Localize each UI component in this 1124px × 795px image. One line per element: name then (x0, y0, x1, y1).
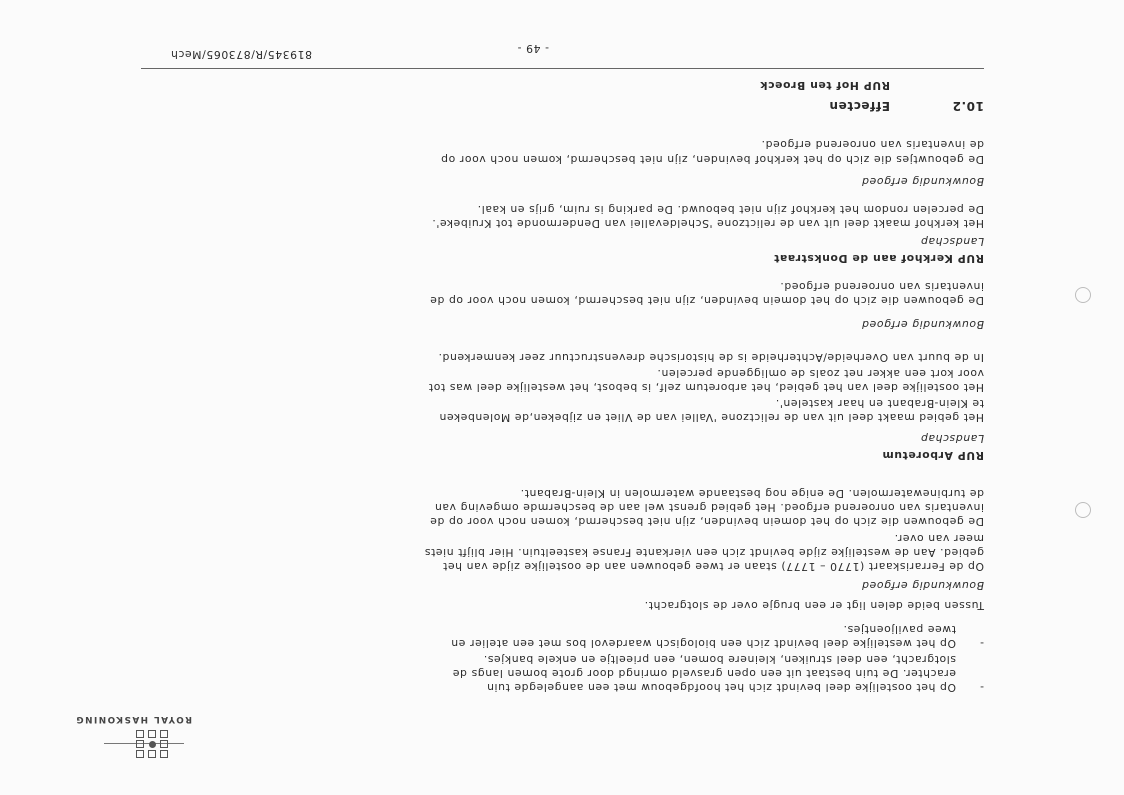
hof-erfgoed-p1-line-3: meer van over. (894, 532, 984, 545)
hof-erfgoed-label: Bouwkundig erfgoed (861, 579, 984, 592)
arboretum-landschap-p1-line-1: Het gebied maakt deel uit van de relictzone 'Vallei van de Vliet en zijbeken,de Molenbeken (438, 411, 984, 424)
hof-bullet1-line-2: erachter. De tuin bestaat uit een open grasveld omringd door grote bomen langs de (452, 667, 956, 680)
hof-bullet2-line-2: twee paviljoentjes. (842, 623, 956, 636)
logo-text: ROYAL HASKONING (74, 714, 192, 724)
royal-haskoning-logo-icon (74, 714, 192, 758)
bullet-dash-1: - (979, 681, 984, 694)
arboretum-heading: RUP Arboretum (881, 449, 984, 462)
hof-erfgoed-p1-line-2: gebied. Aan de westelijke zijde bevindt zich een vierkante Franse kasteeltuin. Hier blijft niets (424, 546, 984, 559)
arboretum-landschap-p1-line-2: te Klein-Brabant en haar kastelen'. (775, 397, 984, 410)
hof-bullet1-line-3: slotgracht, een deel struiken, kleinere bomen, een prieeltje en enkele bankjes. (483, 653, 956, 666)
hof-erfgoed-p2-line-1: De gebouwen die zich op het domein bevinden, zijn niet beschermd, komen noch voor op de (429, 515, 984, 528)
arboretum-landschap-p2-line-2: voor kort een akker net zoals de omliggende percelen. (656, 367, 984, 380)
kerkhof-landschap-line-2: De percelen rondom het kerkhof zijn niet bebouwd. De parking is ruim, grijs en kaal. (477, 203, 984, 216)
section-number: 10.2 (951, 99, 984, 113)
kerkhof-heading: RUP Kerkhof aan de Donkstraat (773, 252, 984, 265)
hof-erfgoed-p2-line-2: inventaris van onroerend erfgoed. Het gebied grenst wel aan de beschermde omgeving van (434, 501, 984, 514)
arboretum-erfgoed-label: Bouwkundig erfgoed (861, 318, 984, 331)
arboretum-landschap-p2-line-1: Het oostelijke deel van het gebied, het arboretum zelf, is bebost, het westelijke deel was tot (428, 381, 984, 394)
punch-hole-icon (1075, 502, 1091, 518)
hof-bridge-text: Tussen beide delen ligt er een brugje over de slotgracht. (644, 599, 984, 612)
hof-bullet1-line-1: Op het oostelijke deel bevindt zich het hoofdgebouw met een aangelegde tuin (486, 681, 956, 694)
arboretum-landschap-label: Landschap (920, 432, 984, 445)
section-title: Effecten (828, 99, 890, 113)
hof-erfgoed-text-a: De gebouwtjes die zich op het kerkhof bevinden, zijn niet beschermd, komen noch voor op (440, 153, 984, 166)
page-number: - 49 - (517, 42, 549, 55)
hof-ten-broeck-heading: RUP Hof ten Broeck (759, 79, 890, 92)
kerkhof-landschap-line-1: Het kerkhof maakt deel uit van de relictzone 'Scheldevallei van Dendermonde tot Kruibeke'. (431, 217, 984, 230)
hof-erfgoed-p1-line-1: Op de Ferrariskaart (1770 – 1777) staan er twee gebouwen aan de oostelijke zijde van het (442, 560, 984, 573)
header-rule (141, 68, 984, 69)
arboretum-landschap-p3: In de buurt van Overheide/Achterheide is de historische drevenstructuur zeer kenmerkend. (437, 351, 984, 364)
arboretum-erfgoed-line-2: inventaris van onroerend erfgoed. (779, 280, 984, 293)
kerkhof-erfgoed-label: Bouwkundig erfgoed (861, 175, 984, 188)
hof-erfgoed-text-b: de inventaris van onroerend erfgoed. (760, 138, 984, 151)
bullet-dash-2: - (979, 637, 984, 650)
arboretum-erfgoed-line-1: De gebouwen die zich op het domein bevinden, zijn niet beschermd, komen noch voor op de (429, 294, 984, 307)
punch-hole-icon (1075, 287, 1091, 303)
hof-erfgoed-p2-line-3: de turbinewatermolen. De enige nog bestaande watermolen in Klein-Brabant. (520, 487, 984, 500)
kerkhof-landschap-label: Landschap (920, 235, 984, 248)
hof-bullet2-line-1: Op het westelijke deel bevindt zich een biologisch waardevol bos met een atelier en (450, 637, 956, 650)
doc-reference: 819345/R/873065/Mech (170, 48, 312, 61)
